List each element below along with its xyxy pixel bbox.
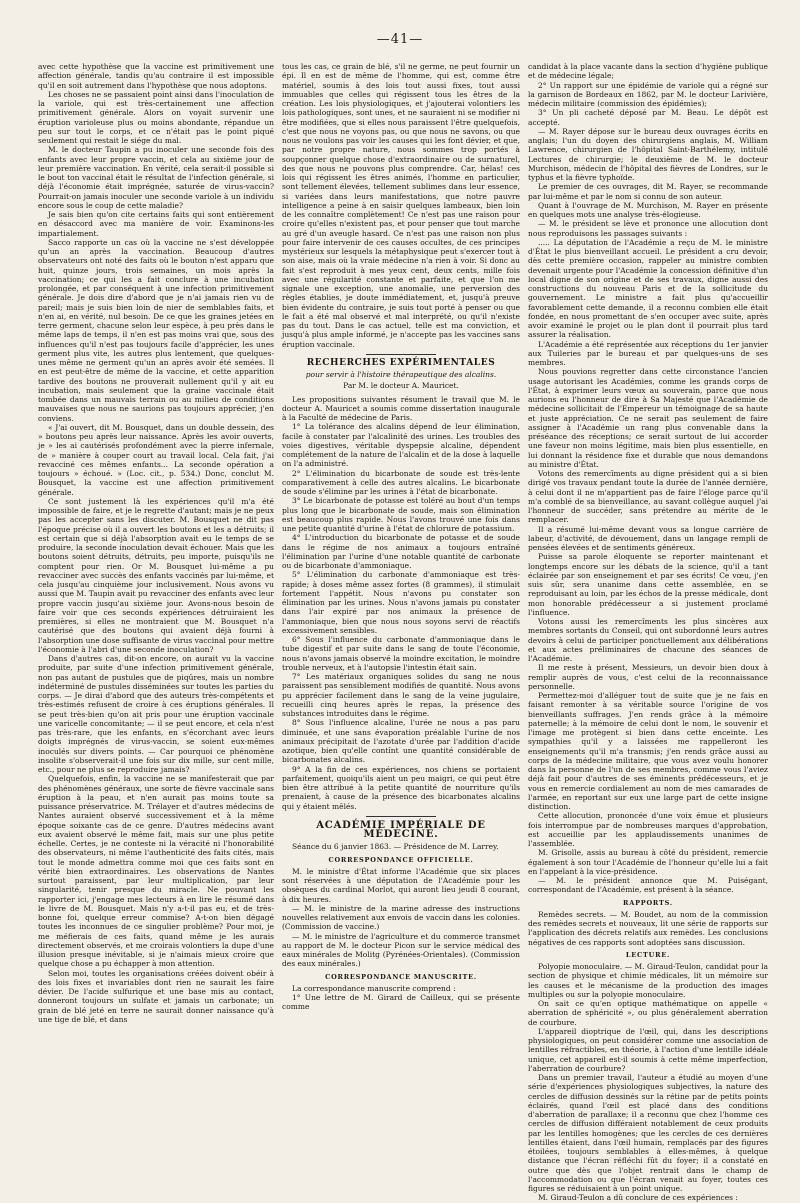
paragraph: M. Grisolle, assis au bureau à côté du président, remercie également à son tour l'Académie de l'honneur qu'elle lui a fait en l'appelant à la vice-présidence. (528, 848, 768, 876)
paragraph: 8° Sous l'influence alcaline, l'urée ne nous a pas paru diminuée, et une sans évaporation préalable l'urine de nos animaux précipitait de l'azotate d'urée par l'addition d'acide azotique, bien qu'elle contînt une quantité considérable de bicarbonates alcalins. (282, 718, 520, 765)
paragraph: 2° Un rapport sur une épidémie de variole qui a régné sur la garnison de Bordeaux en 1862, par M. le docteur Larivière, médecin militaire (commission des épidémies); (528, 80, 768, 108)
section-divider (366, 816, 436, 817)
paragraph: Selon moi, toutes les organisations créées doivent obéir à des lois fixes et invariables dont rien ne saurait les faire dévier. De l'acide sulfurique et une base mis au contact, donneront toujours un sulfate et jamais un carbonate; un grain de blé jeté en terre ne saurait donner naissance qu'à une tige de blé, et dans (38, 968, 274, 1024)
paragraph: 9° A la fin de ces expériences, nos chiens se portaient parfaitement, quoiqu'ils aient un peu maigri, ce qui peut être bien être attribué à la petite quantité de nourriture qu'ils prenaient, à cause de la présence des bicarbonates alcalins qui y étaient mêlés. (282, 764, 520, 811)
paragraph: Permettez-moi d'alléguer tout de suite que je ne fais en faisant remonter à sa véritable source l'origine de vos bienveillants suffrages. J'en rends grâce à la mémoire paternelle; à la mémoire de celui dont le nom, le souvenir et l'image me protègent si bien dans cette enceinte. Les sympathies qu'il y a laissées me rappelleront les enseignements qu'il m'a transmis; j'en rends grâce aussi au corps de la médecine militaire, que vous avez voulu honorer dans la personne de l'un de ses membres, comme vous l'aviez déjà fait pour d'autres de ses éminents prédécesseurs, et je vous en remercie cordialement au nom de mes camarades de l'armée, en reportant sur eux une large part de cette insigne distinction. (528, 691, 768, 811)
research-author: Par M. le docteur A. Mauricet. (343, 381, 459, 391)
paragraph: Quelquefois, enfin, la vaccine ne se manifesterait que par des phénomènes généraux, une sorte de fièvre vaccinale sans éruption à la peau, et n'en aurait pas moins toute sa puissance préservatrice. M. Trélayer et d'autres médecins de Nantes auraient observé successivement et à la même époque soixante cas de ce genre. D'autres médecins avant eux avaient observé le même fait, mais sur une plus petite échelle. Certes, je ne conteste ni la véracité ni l'honorabilité des observateurs, ni même l'authenticité des faits cités, mais tout le monde admettra comme moi que ces faits sont en vérité bien extraordinaires. Les observations de Nantes surtout paraissent, par leur multiplication, par leur singularité, tenir presque du miracle. Ne pouvant les rapporter ici, j'engage mes lecteurs à en lire le résumé dans le livre de M. Bousquet. Mais n'y a-t-il pas eu, et de très-bonne foi, quelque erreur commise? A-t-on bien dégagé toutes les inconnues de ce singulier problème? Pour moi, je me méfierais de ces faits, quand même je les aurais directement observés, et me croirais volontiers la dupe d'une illusion presque inévitable, si je n'aimais mieux croire que quelque chose a pu échapper à mon attention. (38, 774, 274, 969)
paragraph: La correspondance manuscrite comprend : (292, 983, 456, 993)
paragraph: candidat à la place vacante dans la section d'hygiène publique et de médecine légale; (528, 62, 768, 81)
paragraph: Remèdes secrets. — M. Boudet, au nom de la commission des remèdes secrets et nouveaux, lit une série de rapports sur l'application des décrets relatifs aux remèdes. Les conclusions négatives de ces rapports sont adoptées sans discussion. (528, 909, 768, 947)
column-right (528, 62, 768, 1203)
paragraph: Il me reste à présent, Messieurs, un devoir bien doux à remplir auprès de vous, c'est celui de la reconnaissance personnelle. (528, 663, 768, 691)
paragraph: 7° Les matériaux organiques solides du sang ne nous paraissent pas sensiblement modifiés de quantité. Nous avons pu apprécier facilement dans le sang de la veine jugulaire, recueilli cinq heures après le repas, la présence des substances introduites dans le régime. (282, 672, 520, 718)
paragraph: On sait ce qu'en optique mathématique on appelle « aberration de sphéricité », ou plus généralement aberration de courbure. (528, 999, 768, 1027)
paragraph: — M. le président annonce que M. Puiségant, correspondant de l'Académie, est présent à la séance. (528, 876, 768, 895)
paragraph: M. le ministre d'État informe l'Académie que six places sont réservées à une députation de l'Académie pour les obsèques du cardinal Morlot, qui auront lieu jeudi 8 courant, à dix heures. (282, 866, 520, 904)
paragraph: — M. le ministre de la marine adresse des instructions nouvelles relativement aux envois de vaccin dans les colonies. (Commission de vaccine.) (282, 903, 520, 932)
paragraph: Cette allocution, prononcée d'une voix émue et plusieurs fois interrompue par de nombreuses marques d'approbation, est accueillie par les applaudissements unanimes de l'assemblée. (528, 811, 768, 848)
paragraph: 1° La tolérance des alcalins dépend de leur élimination, facile à constater par l'alcalinité des urines. Les troubles des voies digestives, véritable dyspepsie alcaline, dépendent complétement de la nature de l'alcalin et de la dose à laquelle on l'a administré. (282, 422, 520, 469)
paragraph: 2° L'élimination du bicarbonate de soude est très-lente comparativement à celle des autres alcalins. Le bicarbonate de soude s'élimine par les urines à l'état de bicarbonate. (282, 468, 520, 496)
paragraph: — M. le président se lève et prononce une allocution dont nous reproduisons les passages suivants : (528, 219, 768, 238)
paragraph: Quant à l'ouvrage de M. Murchison, M. Rayer en présente en quelques mots une analyse très-élogieuse. (528, 200, 768, 219)
paragraph: Sacco rapporte un cas où la vaccine ne s'est développée qu'un an après la vaccination. Beaucoup d'autres observateurs ont noté des faits où le bouton n'est apparu que huit, quinze jours, trois semaines, un mois après la vaccination; ce qui les a fait conclure à une incubation prolongée, et par conséquent à une infection primitivement générale. Je dois dire d'abord que je n'ai jamais rien vu de pareil; mais je suis bien loin de nier de semblables faits, et n'en ai, en vérité, nul besoin. De ce que les graines jetées en terre germent, chacune selon leur espèce, à peu près dans le même laps de temps, il n'en est pas moins vrai que, sous des influences qu'il n'est pas toujours facile d'apprécier, les unes germent plus vite, les autres plus lentement, que quelques-unes même ne germent qu'un an après avoir été semées. Il en est peut-être de même de la vaccine, et cette apparition tardive des boutons ne prouverait nullement qu'il y ait eu incubation, mais seulement que la graine vaccinale était tombée dans un mauvais terrain ou au milieu de conditions mauvaises que nous ne saurions pas toujours apprécier, j'en conviens. (38, 237, 274, 423)
paragraph: Les choses ne se passaient point ainsi dans l'inoculation de la variole, qui est très-certainement une affection primitivement générale. Alors on voyait survenir une éruption varioleuse plus ou moins abondante, répandue un peu sur tout le corps, et ce n'était pas le point piqué seulement qui restait le siége du mal. (38, 89, 274, 145)
paragraph: Dans d'autres cas, dit-on encore, on aurait vu la vaccine produite, par suite d'une infection primitivement générale, non pas autant de pustules que de piqûres, mais un nombre indéterminé de pustules disséminées sur toutes les parties du corps. — Je dirai d'abord que des auteurs très-compétents et très-estimés refusent de croire à ces éruptions générales. Il se peut très-bien qu'on ait pris pour une éruption vaccinale une varicelle concomitante; — il se peut encore, et cela n'est pas très-rare, que les enfants, en s'écorchant avec leurs doigts imprégnés de virus-vaccin, se soient eux-mêmes inoculés sur divers points. — Car pourquoi ce phénomène insolite s'observerait-il une fois sur dix mille, sur cent mille, etc., pour ne plus se reproduire jamais? (38, 654, 274, 774)
official-correspondence-heading: CORRESPONDANCE OFFICIELLE. (328, 855, 474, 864)
paragraph: « J'ai ouvert, dit M. Bousquet, dans un double dessein, des » boutons peu après leur naissance. Après les avoir ouverts, je » les ai cautérisés profondément avec la pierre infernale, de » manière à couper court au travail local. Cela fait, j'ai revacciné ces mêmes enfants... La seconde opération a toujours » échoué. » (Loc. cit., p. 534.) Donc, conclut M. Bousquet, la vaccine est une affection primitivement générale. (38, 422, 274, 497)
column-middle (282, 62, 520, 1190)
paragraph: Je sais bien qu'on cite certains faits qui sont entièrement en désaccord avec ma manière de voir. Examinons-les impartialement. (38, 210, 274, 238)
reports-heading: RAPPORTS. (623, 898, 673, 907)
page-number: —41— (376, 32, 424, 47)
manuscript-correspondence-heading: CORRESPONDANCE MANUSCRITE. (325, 972, 477, 981)
paragraph: 4° L'introduction du bicarbonate de potasse et de soude dans le régime de nos animaux a toujours entraîné l'élimination par l'urine d'une notable quantité de carbonate ou de bicarbonate d'ammoniaque. (282, 533, 520, 570)
paragraph: L'Académie a été représentée aux réceptions du 1er janvier aux Tuileries par le bureau et par quelques-uns de ses membres. (528, 339, 768, 367)
paragraph: Ce sont justement là les expériences qu'il m'a été impossible de faire, et je le regrette d'autant; mais je ne peux pas les accepter sans les discuter. M. Bousquet ne dit pas l'époque précise où il a ouvert les boutons et les a détruits; il est certain que si déjà l'absorption avait eu le temps de se produire, la seconde inoculation devait échouer. Mais que les boutons soient détruits, détruits, peu importe, puisqu'ils ne comptent pour rien. Or M. Bousquet lui-même a pu revacciner avec succès des enfants vaccinés par lui-même, et cela jusqu'au cinquième jour inclusivement. Nous avons vu aussi que M. Taupin avait pu revacciner des enfants avec leur propre vaccin jusqu'au sixième jour. Avons-nous besoin de faire voir que ces seconds expériences détruiraient les premières, si elles ne montraient que M. Bousquet n'a cautérisé que des boutons qui avaient déjà fourni à l'absorption une dose suffisante de virus vaccinal pour mettre l'économie à l'abri d'une seconde inoculation? (38, 496, 274, 654)
section-divider (366, 354, 436, 355)
paragraph: M. le docteur Taupin a pu inoculer une seconde fois des enfants avec leur propre vaccin, et cela au sixième jour de leur première vaccination. En vérité, cela serait-il possible si le bout ton vaccinal était le résultat de l'infection générale, si déjà l'économie était imprégnée, saturée de virus-vaccin? Pourrait-on jamais inoculer une seconde variole à un individu encore sous le coup de cette maladie? (38, 145, 274, 210)
paragraph: 3° Un pli cacheté déposé par M. Beau. Le dépôt est accepté. (528, 108, 768, 127)
academy-title: ACADÉMIE IMPÉRIALE DE MÉDECINE. (316, 819, 486, 840)
paragraph: Votons des remercîments au digne président qui a si bien dirigé vos travaux pendant toute la durée de l'année dernière, à celui dont il ne m'appartient pas de faire l'éloge parce qu'il m'a comblé de sa bienveillance, au savant collègue auquel j'ai l'honneur de succéder, sans prétendre au mérite de le remplacer. (528, 469, 768, 525)
paragraph: Votons aussi les remercîments les plus sincères aux membres sortants du Conseil, qui ont subordonné leurs autres devoirs à celui de participer ponctuellement aux délibérations et aux actes préliminaires de chacune des séances de l'Académie. (528, 617, 768, 663)
research-subtitle: pour servir à l'histoire thérapeutique des alcalins. (305, 370, 497, 379)
paragraph: Il a résumé lui-même devant vous sa longue carrière de labeur, d'activité, de dévouement, dans un langage rempli de pensées élevées et de sentiments généreux. (528, 524, 768, 552)
paragraph: 5° L'élimination du carbonate d'ammoniaque est très-rapide; à doses même assez fortes (8 grammes), il stimulait fortement l'appétit. Nous n'avons pu constater son élimination par les urines. Nous n'avons jamais pu constater dans l'air expiré par nos animaux la présence de l'ammoniaque, bien que nous nous soyons servi de réactifs excessivement sensibles. (282, 570, 520, 635)
paragraph: avec cette hypothèse que la vaccine est primitivement une affection générale, tandis qu'au contraire il est impossible qu'il en soit autrement dans l'hypothèse que nous adoptons. (38, 62, 274, 90)
paragraph: Nous pouvions regretter dans cette circonstance l'ancien usage autorisant les Académies, comme les grands corps de l'État, à exprimer leurs vœux au souverain, parce que nous aurions eu l'honneur de dire à Sa Majesté que l'Académie de médecine sollicitait de l'Empereur un témoignage de sa haute et juste appréciation. Ce ne serait pas seulement de faire assigner à l'Académie un rang plus convenable dans la préséance des réceptions; ce serait surtout de lui accorder une faveur non moins légitime, mais bien plus essentielle, en lui donnant la résidence fixe et durable que nous demandons au ministre d'État. (528, 367, 768, 469)
paragraph: — M. Rayer dépose sur le bureau deux ouvrages écrits en anglais; l'un du doyen des chirurgiens anglais, M. William Lawrence, chirurgien de l'hôpital Saint-Barthélemy, intitulé Lectures de chirurgie; le deuxième de M. le docteur Murchison, médecin de l'hôpital des fièvres de Londres, sur le typhus et la fièvre typhoïde. (528, 126, 768, 182)
paragraph: M. Giraud-Teulon a dû conclure de ces expériences : (538, 1193, 738, 1203)
research-title: RECHERCHES EXPÉRIMENTALES (306, 357, 496, 368)
paragraph: Le premier de ces ouvrages, dit M. Rayer, se recommande par lui-même et par le nom si connu de son auteur. (528, 182, 768, 201)
paragraph: tous les cas, ce grain de blé, s'il ne germe, ne peut fournir un épi. Il en est de même de l'homme, qui est, comme être matériel, soumis à des lois tout aussi fixes, tout aussi immuables que celles qui régissent tous les êtres de la création. Les lois physiologiques, et j'ajouterai volontiers les lois pathologiques, sont unes, et ne sauraient ni se modifier ni être modifiées, que si elles nous paraissent l'être quelquefois, c'est que nous ne voyons pas, ou que nous ne savons, ou que nous ne voulons pas voir les causes qui les font dévier, et que, par notre propre nature, nous sommes trop portés à soupçonner quelque chose d'extraordinaire ou de surnaturel, des que nous ne pouvons plus comprendre. Car, hélas! ces lois qui régissent les êtres animés, l'homme en particulier, sont tellement élevées, tellement sublimes dans leur essence, si variées dans leurs manifestations, que notre pauvre intelligence a peine à en saisir quelques lambeaux, bien loin de les connaître complètement! Ce n'est pas une raison pour croire qu'elles n'existent pas, et pour penser que tout marche au gré d'un aveugle hasard. Ce n'est pas une raison non plus pour faire intervenir de ces causes occultes, de ces principes mystérieux sur lesquels la métaphysique peut s'exercer tout à son aise, mais où la vraie médecine n'a rien à voir. Si donc au fait s'est reproduit à mes yeux cent, deux cents, mille fois avec une régularité constante et parfaite, et que l'on me signale une exception, une anomalie, une perversion des règles établies, je doute immédiatement, et, jusqu'à preuve bien évidente du contraire, je suis tout porté à penser ou que le fait a été mal observé et mal interprété, ou qu'il n'existe pas du tout. Dans le cas actuel, telle est ma conviction, et jusqu'à plus ample informé, je n'accepte pas les vaccines sans éruption vaccinale. (282, 62, 520, 349)
paragraph: Polyopie monoculaire. — M. Giraud-Teulon, candidat pour la section de physique et chimie médicales, lit un mémoire sur les causes et le mécanisme de la production des images multiples ou sur la polyopie monoculaire. (528, 962, 768, 999)
paragraph: 1° Une lettre de M. Girard de Cailleux, qui se présente comme (282, 993, 520, 1012)
paragraph: Dans un premier travail, l'auteur a étudié au moyen d'une série d'expériences physiologiques subjectives, la nature des cercles de diffusion dessinés sur la rétine par de petits points éclairés, quand l'œil est placé dans des conditions d'aberration de parallaxe; il a reconnu que chez l'homme ces cercles de diffusion différaient notablement de ceux produits par les lentilles homogènes; que les cercles de ces dernières lentilles étaient, dans l'œil humain, remplacés par des figures étoilées, toujours semblables à elles-mêmes, à quelque distance que l'écran réfléchi fût du foyer; il a constaté en outre que dès que l'objet rentrait dans le champ de l'accommodation ou que l'écran venait au foyer, toutes ces figures se réduisaient à un point unique. (528, 1073, 768, 1193)
paragraph: 3° Le bicarbonate de potasse est toléré au bout d'un temps plus long que le bicarbonate de soude, mais son élimination est beaucoup plus rapide. Nous l'avons trouvé une fois dans une petite quantité d'urine à l'état de chlorure de potassium. (282, 496, 520, 533)
column-left (38, 62, 274, 1190)
paragraph: Les propositions suivantes résument le travail que M. le docteur A. Mauricet a soumis comme dissertation inaugurale à la Faculté de médecine de Paris. (282, 394, 520, 422)
paragraph: Puisse sa parole éloquente se reporter maintenant et longtemps encore sur les débats de la science, qu'il a tant éclairée par son enseignement et par ses écrits! Ce vœu, j'en suis sûr, sera unanime dans cette assemblée, en se reproduisant au loin, par les échos de la presse médicale, dont mon honorable prédécesseur a si justement proclamé l'influence. (528, 552, 768, 617)
paragraph: — M. le ministre de l'agriculture et du commerce transmet au rapport de M. le docteur Picon sur le service médical des eaux minérales de Molitg (Pyrénées-Orientales). (Commission des eaux minérales.) (282, 931, 520, 969)
session-line: Séance du 6 janvier 1863. — Présidence de M. Larrey. (292, 842, 499, 852)
paragraph: L'appareil dioptrique de l'œil, qui, dans les descriptions physiologiques, on peut considérer comme une association de lentilles réfractibles, en théorie, à l'action d'une lentille idéale unique, cet appareil est-il soumis à cette même imperfection, l'aberration de courbure? (528, 1026, 768, 1073)
paragraph: 6° Sous l'influence du carbonate d'ammoniaque dans le tube digestif et par suite dans le sang de toute l'économie, nous n'avons jamais observé la moindre excitation, le moindre trouble nerveux, et à l'autopsie l'intestin était sain. (282, 635, 520, 672)
reading-heading: LECTURE. (625, 950, 671, 959)
paragraph: ..... La députation de l'Académie a reçu de M. le ministre d'État le plus bienveillant accueil. Le président a cru devoir, dès cette première occasion, rappeler au ministre combien devenait urgente pour l'Académie la concession définitive d'un local digne de son origine et de ses travaux, digne aussi des constructions du nouveau Paris et de la sollicitude du gouvernement. Le ministre a fait plus qu'accueillir favorablement cette demande, il a reconnu combien elle était fondée, en nous promettant de s'en occuper avec suite, après avoir examiné le projet ou le plan dont il pourrait plus tard assurer la réalisation. (528, 237, 768, 340)
